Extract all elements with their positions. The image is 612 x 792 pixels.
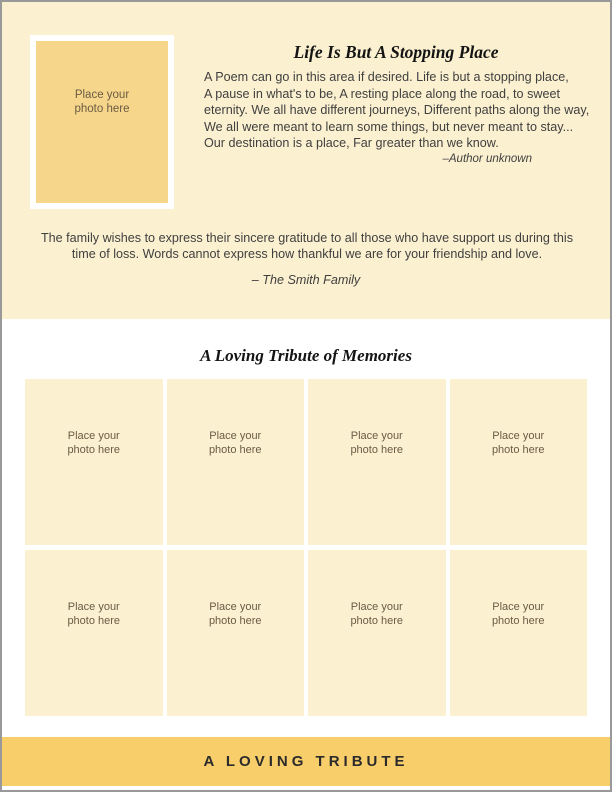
main-photo-placeholder[interactable] — [30, 35, 174, 209]
memories-photo-grid — [25, 379, 587, 716]
photo-placeholder-label: Place your photo here — [350, 430, 404, 456]
photo-placeholder-label: Place your photo here — [350, 601, 404, 627]
photo-placeholder-label: Place your photo here — [208, 430, 262, 456]
photo-placeholder-cell[interactable] — [308, 379, 446, 545]
gratitude-message: The family wishes to express their sincere gratitude to all those who have support us during this time of loss. Words cannot express how thankful we are for your friendship and love. — [40, 231, 573, 261]
footer-banner — [2, 737, 610, 786]
poem-and-gratitude-section — [2, 2, 610, 319]
photo-placeholder-cell[interactable] — [450, 379, 588, 545]
poem-line: eternity. We all have different journeys, Different paths along the way, — [204, 103, 590, 118]
photo-placeholder-cell[interactable] — [25, 379, 163, 545]
photo-placeholder-cell[interactable] — [450, 550, 588, 716]
photo-placeholder-label: Place your photo here — [491, 430, 545, 456]
footer-banner-label: A LOVING TRIBUTE — [203, 753, 409, 770]
poem-line: A pause in what's to be, A resting place along the road, to sweet — [204, 86, 560, 101]
poem-title: Life Is But A Stopping Place — [293, 42, 499, 62]
photo-placeholder-cell[interactable] — [308, 550, 446, 716]
gratitude-signature: – The Smith Family — [251, 273, 361, 287]
poem-attribution: –Author unknown — [442, 153, 532, 165]
poem-body — [204, 69, 596, 152]
photo-placeholder-cell[interactable] — [167, 379, 305, 545]
photo-placeholder-cell[interactable] — [25, 550, 163, 716]
photo-placeholder-cell[interactable] — [167, 550, 305, 716]
photo-placeholder-label: Place your photo here — [67, 601, 121, 627]
poem-line: Our destination is a place, Far greater than we know. — [204, 136, 499, 151]
photo-placeholder-label: Place your photo here — [208, 601, 262, 627]
poem-line: We all were meant to learn some things, but never meant to stay... — [204, 119, 574, 134]
memories-section-title: A Loving Tribute of Memories — [200, 346, 412, 365]
photo-placeholder-label: Place your photo here — [491, 601, 545, 627]
main-photo-placeholder-area[interactable] — [36, 41, 168, 203]
main-photo-placeholder-label: Place your photo here — [74, 89, 130, 115]
photo-placeholder-label: Place your photo here — [67, 430, 121, 456]
poem-line: A Poem can go in this area if desired. Life is but a stopping place, — [204, 70, 569, 84]
